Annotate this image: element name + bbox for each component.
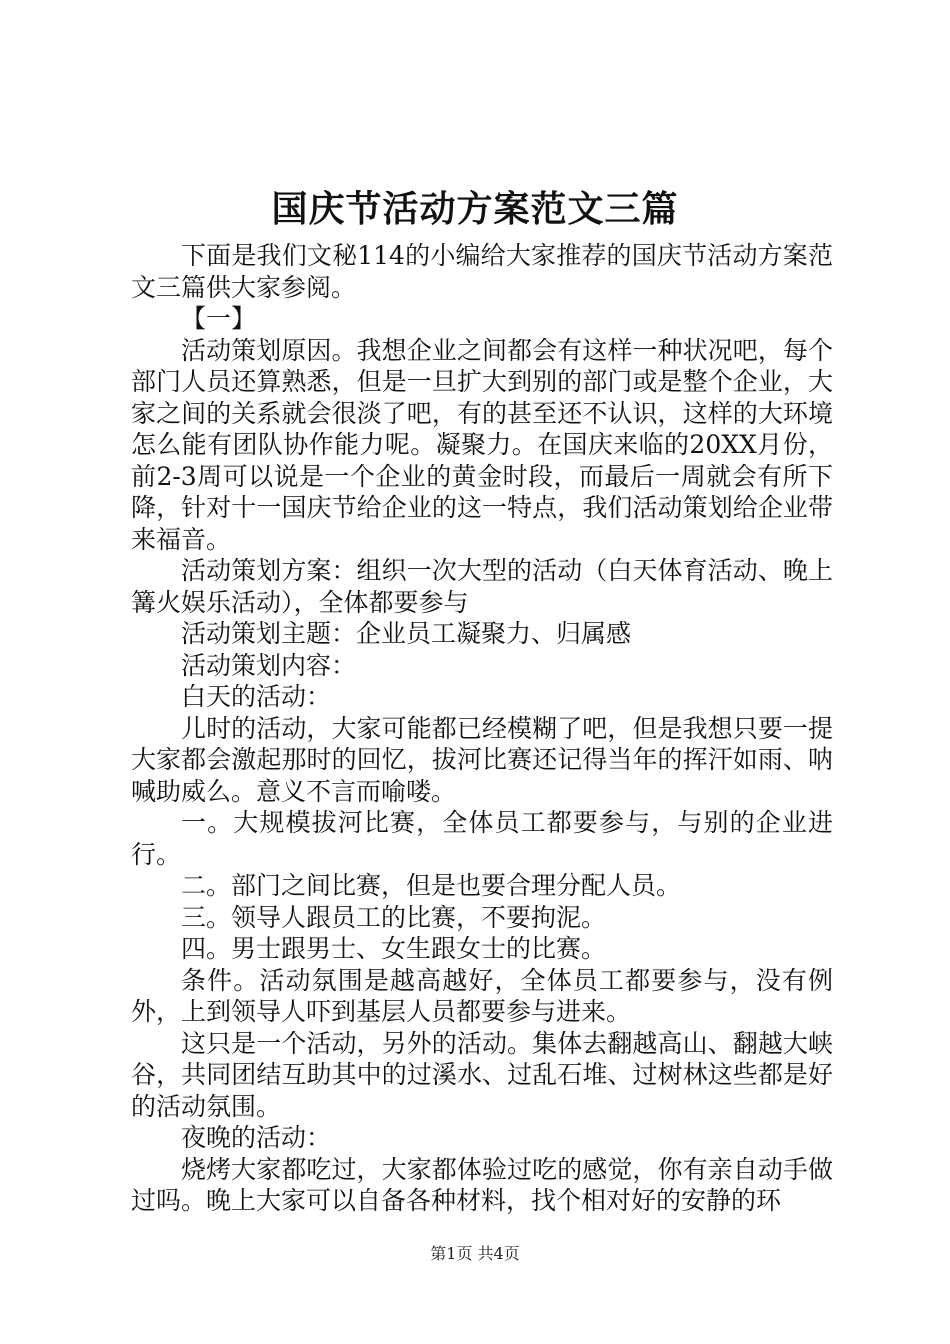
- page-footer: 第1页 共4页: [430, 1244, 520, 1263]
- list-item: 二。部门之间比赛，但是也要合理分配人员。: [181, 871, 682, 900]
- paragraph: 活动策划原因。我想企业之间都会有这样一种状况吧，每个部门人员还算熟悉，但是一旦扩大到别的部门或是整个企业，大家之间的关系就会很淡了吧，有的甚至还不认识，这样的大环境怎么能有团队协作能力呢。凝聚力。在国庆来临的20XX月份，前2-3周可以说是一个企业的黄金时段，而最后一周就会有所下降，针对十一国庆节给企业的这一特点，我们活动策划给企业带来福音。: [131, 335, 833, 554]
- paragraph: 条件。活动氛围是越高越好，全体员工都要参与，没有例外，上到领导人吓到基层人员都要参与进来。: [131, 965, 833, 1026]
- paragraph: 夜晚的活动：: [181, 1123, 332, 1152]
- list-item: 四。男士跟男士、女生跟女士的比赛。: [181, 934, 607, 963]
- list-item: 一。大规模拔河比赛，全体员工都要参与，与别的企业进行。: [131, 808, 833, 869]
- paragraph: 活动策划内容：: [181, 650, 357, 680]
- paragraph: 烧烤大家都吃过，大家都体验过吃的感觉，你有亲自动手做过吗。晚上大家可以自备各种材料，找个相对好的安静的环: [131, 1154, 833, 1215]
- list-item: 三。领导人跟员工的比赛，不要拘泥。: [181, 902, 607, 932]
- section-heading-1: 【一】: [181, 304, 257, 333]
- paragraph: 这只是一个活动，另外的活动。集体去翻越高山、翻越大峡谷，共同团结互助其中的过溪水、过乱石堆、过树林这些都是好的活动氛围。: [131, 1028, 833, 1121]
- paragraph: 白天的活动：: [181, 682, 332, 711]
- paragraph: 儿时的活动，大家可能都已经模糊了吧，但是我想只要一提大家都会激起那时的回忆，拔河比赛还记得当年的挥汗如雨、呐喊助威么。意义不言而喻喽。: [131, 713, 833, 806]
- document-title: 国庆节活动方案范文三篇: [271, 188, 679, 230]
- document-body: [131, 240, 833, 1217]
- paragraph: 活动策划主题：企业员工凝聚力、归属感: [181, 619, 632, 648]
- paragraph-intro: 下面是我们文秘114的小编给大家推荐的国庆节活动方案范文三篇供大家参阅。: [131, 241, 833, 302]
- paragraph: 活动策划方案：组织一次大型的活动（白天体育活动、晚上篝火娱乐活动），全体都要参与: [131, 556, 833, 617]
